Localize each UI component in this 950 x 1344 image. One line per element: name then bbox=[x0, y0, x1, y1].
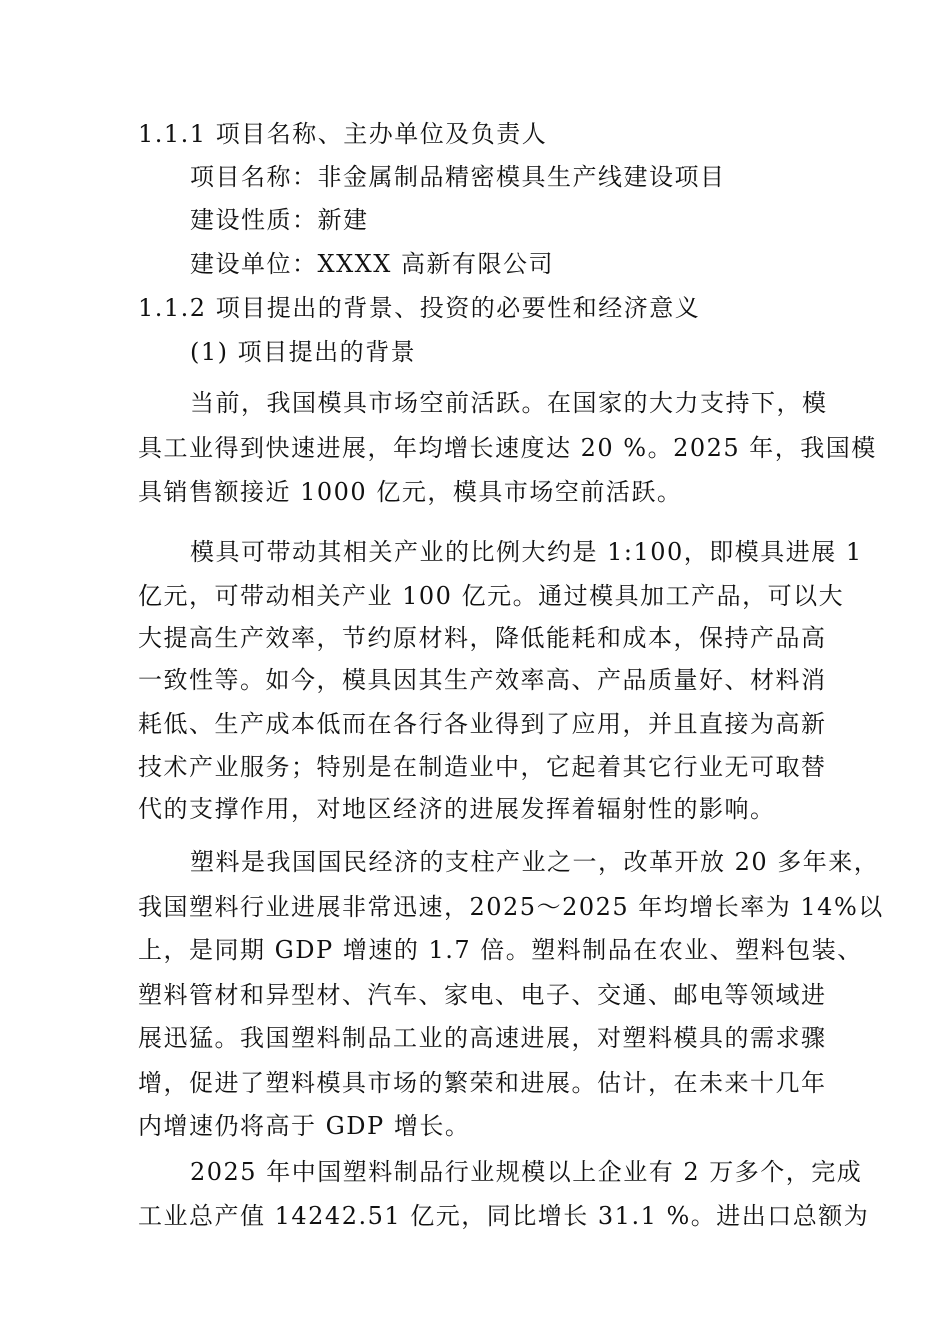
paragraph-line: 工业总产值 14242.51 亿元，同比增长 31.1 %。进出口总额为 bbox=[138, 1202, 870, 1230]
paragraph-line: 当前，我国模具市场空前活跃。在国家的大力支持下，模 bbox=[190, 389, 828, 417]
paragraph-line: 2025 年中国塑料制品行业规模以上企业有 2 万多个，完成 bbox=[190, 1158, 863, 1186]
paragraph-line: 一致性等。如今，模具因其生产效率高、产品质量好、材料消 bbox=[138, 666, 827, 694]
paragraph-line: 技术产业服务；特别是在制造业中，它起着其它行业无可取替 bbox=[138, 753, 827, 781]
paragraph-line: 具销售额接近 1000 亿元，模具市场空前活跃。 bbox=[138, 478, 683, 506]
paragraph-line: 我国塑料行业进展非常迅速，2025～2025 年均增长率为 14%以 bbox=[138, 893, 884, 921]
paragraph-line: 上，是同期 GDP 增速的 1.7 倍。塑料制品在农业、塑料包装、 bbox=[138, 936, 863, 964]
construction-nature-line: 建设性质：新建 bbox=[190, 206, 369, 234]
paragraph-line: 内增速仍将高于 GDP 增长。 bbox=[138, 1112, 471, 1140]
paragraph-line: 展迅猛。我国塑料制品工业的高速进展，对塑料模具的需求骤 bbox=[138, 1024, 827, 1052]
subheading-background: (1) 项目提出的背景 bbox=[190, 338, 417, 366]
paragraph-line: 大提高生产效率，节约原材料，降低能耗和成本，保持产品高 bbox=[138, 624, 827, 652]
paragraph-line: 增，促进了塑料模具市场的繁荣和进展。估计，在未来十几年 bbox=[138, 1069, 827, 1097]
paragraph-line: 塑料是我国国民经济的支柱产业之一，改革开放 20 多年来， bbox=[190, 848, 880, 876]
section-heading-1-1-1: 1.1.1 项目名称、主办单位及负责人 bbox=[138, 120, 548, 148]
construction-unit-line: 建设单位：XXXX 高新有限公司 bbox=[190, 250, 554, 278]
paragraph-line: 亿元，可带动相关产业 100 亿元。通过模具加工产品，可以大 bbox=[138, 582, 845, 610]
paragraph-line: 具工业得到快速进展，年均增长速度达 20 %。2025 年，我国模 bbox=[138, 434, 877, 462]
project-name-line: 项目名称：非金属制品精密模具生产线建设项目 bbox=[190, 163, 726, 191]
paragraph-line: 代的支撑作用，对地区经济的进展发挥着辐射性的影响。 bbox=[138, 795, 776, 823]
paragraph-line: 模具可带动其相关产业的比例大约是 1:100，即模具进展 1 bbox=[190, 538, 863, 566]
paragraph-line: 耗低、生产成本低而在各行各业得到了应用，并且直接为高新 bbox=[138, 710, 827, 738]
section-heading-1-1-2: 1.1.2 项目提出的背景、投资的必要性和经济意义 bbox=[138, 294, 701, 322]
paragraph-line: 塑料管材和异型材、汽车、家电、电子、交通、邮电等领域进 bbox=[138, 981, 827, 1009]
